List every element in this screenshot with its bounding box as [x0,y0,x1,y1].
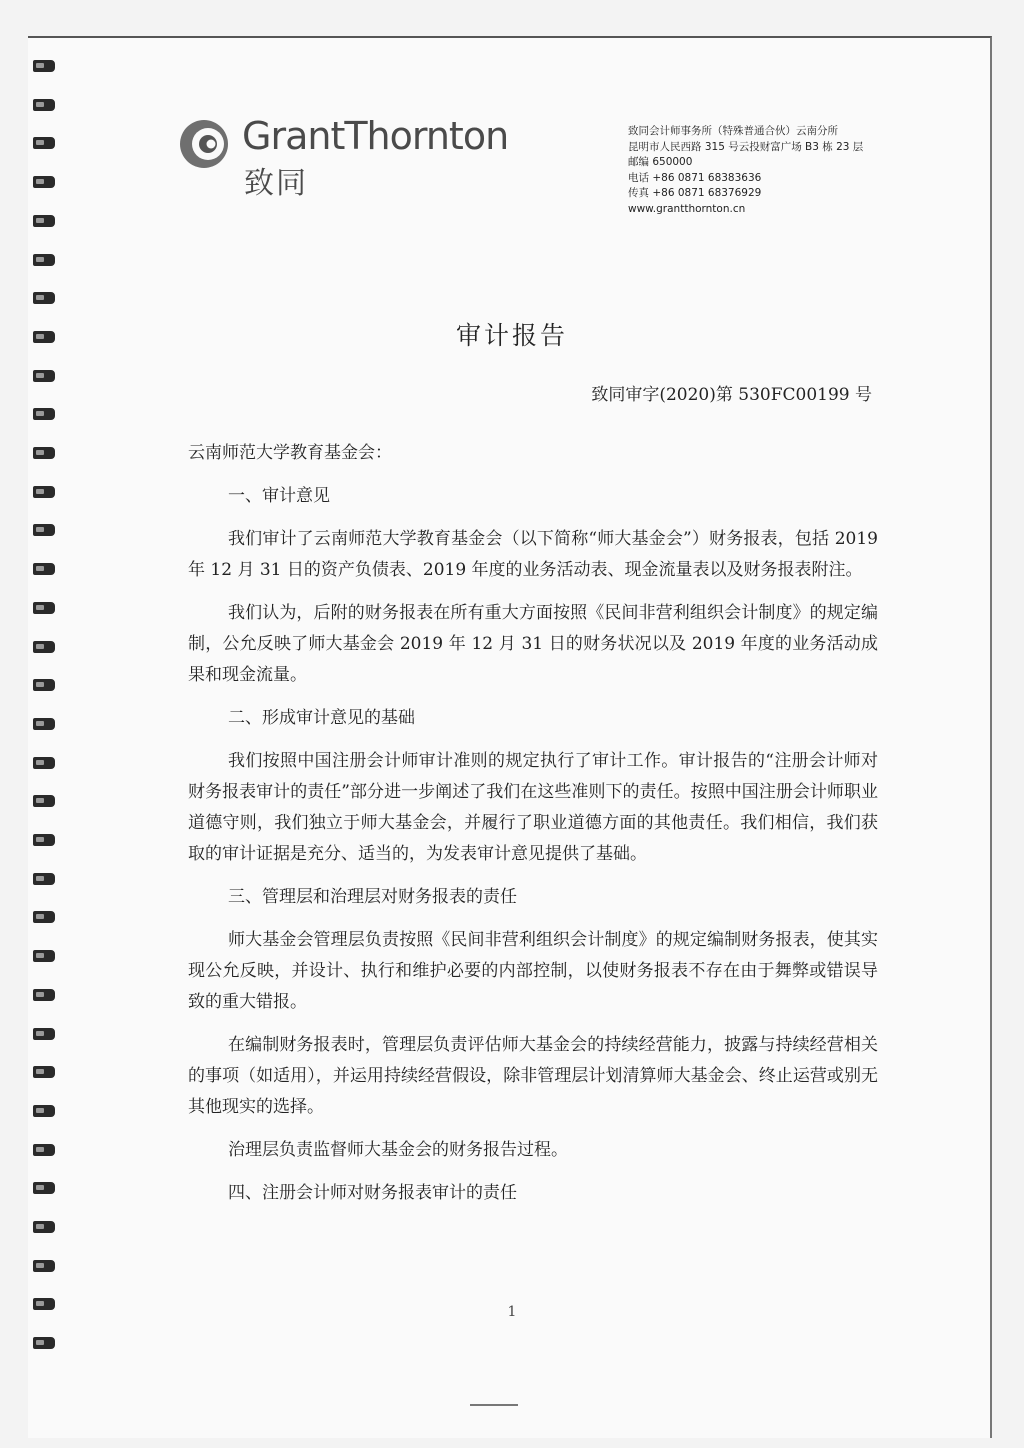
binding-ring [33,176,55,188]
section-heading-management-responsibility: 三、管理层和治理层对财务报表的责任 [228,887,517,907]
binding-ring [33,1028,55,1040]
binding-ring [33,292,55,304]
binding-ring [33,408,55,420]
firm-address: 昆明市人民西路 315 号云投财富广场 B3 栋 23 层 [628,140,864,153]
binding-ring [33,757,55,769]
logo-english-name: GrantThornton [242,114,509,158]
binding-ring [33,99,55,111]
binding-ring [33,137,55,149]
binding-ring [33,1221,55,1233]
paragraph: 我们认为，后附的财务报表在所有重大方面按照《民间非营利组织会计制度》的规定编制，公允反映了师大基金会 2019 年 12 月 31 日的财务状况以及 2019 年度的业务活动成果和现金流量。 [188,603,878,685]
binding-ring [33,641,55,653]
binding-ring [33,950,55,962]
firm-fax: 传真 +86 0871 68376929 [628,187,762,199]
binding-ring [33,563,55,575]
binding-ring [33,254,55,266]
binding-ring [33,911,55,923]
paragraph: 在编制财务报表时，管理层负责评估师大基金会的持续经营能力，披露与持续经营相关的事项（如适用），并运用持续经营假设，除非管理层计划清算师大基金会、终止运营或别无其他现实的选择。 [188,1035,878,1117]
report-body [188,438,878,1221]
section-heading-basis: 二、形成审计意见的基础 [228,708,415,728]
spiral-binding [0,60,60,1380]
firm-name: 致同会计师事务所（特殊普通合伙）云南分所 [628,125,838,137]
binding-ring [33,1337,55,1349]
section-heading-auditor-responsibility: 四、注册会计师对财务报表审计的责任 [228,1183,517,1203]
binding-ring [33,1105,55,1117]
logo-mark-icon [178,118,230,170]
binding-ring [33,215,55,227]
firm-contact-block [628,124,928,217]
paragraph: 师大基金会管理层负责按照《民间非营利组织会计制度》的规定编制财务报表，使其实现公允反映，并设计、执行和维护必要的内部控制，以使财务报表不存在由于舞弊或错误导致的重大错报。 [188,930,878,1012]
paragraph: 治理层负责监督师大基金会的财务报告过程。 [228,1140,568,1160]
binding-ring [33,1182,55,1194]
firm-phone: 电话 +86 0871 68383636 [628,171,762,184]
binding-ring [33,873,55,885]
binding-ring [33,524,55,536]
binding-ring [33,1260,55,1272]
paragraph: 我们审计了云南师范大学教育基金会（以下简称“师大基金会”）财务报表，包括 2019 年 12 月 31 日的资产负债表、2019 年度的业务活动表、现金流量表以及财务报表附注。 [188,529,878,580]
page-number: 1 [507,1304,517,1320]
report-title: 审计报告 [455,321,568,350]
binding-ring [33,486,55,498]
binding-ring [33,447,55,459]
grant-thornton-logo [178,112,509,202]
binding-ring [33,834,55,846]
binding-ring [33,370,55,382]
binding-ring [33,1144,55,1156]
section-heading-opinion: 一、审计意见 [228,486,330,506]
binding-ring [33,60,55,72]
logo-chinese-name: 致同 [244,166,308,201]
firm-postcode: 邮编 650000 [628,156,693,168]
binding-ring [33,795,55,807]
binding-ring [33,989,55,1001]
binding-ring [33,1066,55,1078]
firm-website: www.grantthornton.cn [628,202,746,215]
binding-ring [33,679,55,691]
binding-ring [33,718,55,730]
binding-ring [33,602,55,614]
addressee: 云南师范大学教育基金会： [188,443,392,463]
scan-artifact-line [470,1404,518,1406]
paragraph: 我们按照中国注册会计师审计准则的规定执行了审计工作。审计报告的“注册会计师对财务报表审计的责任”部分进一步阐述了我们在这些准则下的责任。按照中国注册会计师职业道德守则，我们独立于师大基金会，并履行了职业道德方面的其他责任。我们相信，我们获取的审计证据是充分、适当的，为发表审计意见提供了基础。 [188,751,878,864]
report-reference-number: 致同审字(2020)第 530FC00199 号 [591,385,872,405]
